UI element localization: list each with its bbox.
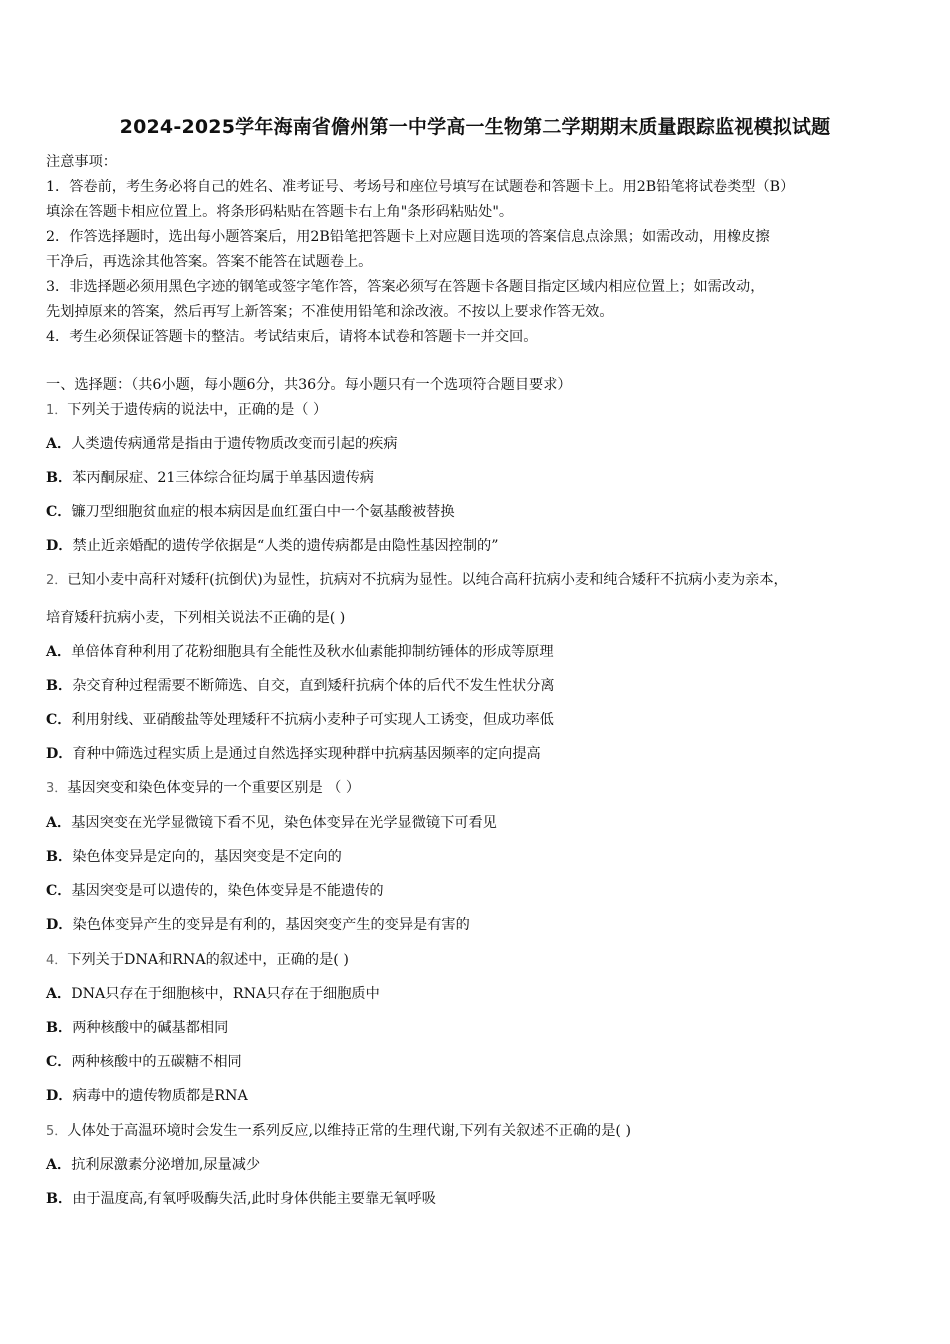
option-text: 基因突变在光学显微镜下看不见，染色体变异在光学显微镜下可看见 bbox=[71, 815, 497, 831]
option-label: A． bbox=[46, 644, 72, 660]
option-text: 杂交育种过程需要不断筛选、自交，直到矮秆抗病个体的后代不发生性状分离 bbox=[72, 678, 555, 694]
question-number: 5． bbox=[46, 1124, 68, 1139]
question-stem bbox=[46, 1121, 916, 1142]
option-label: B． bbox=[46, 849, 73, 865]
question-stem-continued: 培育矮秆抗病小麦，下列相关说法不正确的是( ) bbox=[46, 610, 346, 626]
option bbox=[46, 1052, 916, 1072]
option-label: B． bbox=[46, 470, 73, 486]
notice-line: 1．答卷前，考生务必将自己的姓名、准考证号、考场号和座位号填写在试题卷和答题卡上。用2B铅笔将试卷类型（B） bbox=[46, 179, 795, 195]
notice-line: 3．非选择题必须用黑色字迹的钢笔或签字笔作答，答案必须写在答题卡各题目指定区域内相应位置上；如需改动， bbox=[46, 279, 765, 295]
option bbox=[46, 710, 916, 730]
option-text: 两种核酸中的五碳糖不相同 bbox=[71, 1054, 242, 1070]
option-text: 苯丙酮尿症、21三体综合征均属于单基因遗传病 bbox=[72, 470, 374, 486]
option-text: 两种核酸中的碱基都相同 bbox=[72, 1020, 229, 1036]
option-text: 利用射线、亚硝酸盐等处理矮秆不抗病小麦种子可实现人工诱变，但成功率低 bbox=[71, 712, 554, 728]
notice-line: 4．考生必须保证答题卡的整洁。考试结束后，请将本试卷和答题卡一并交回。 bbox=[46, 329, 538, 345]
option-label: A． bbox=[46, 986, 72, 1002]
question-number: 4． bbox=[46, 953, 68, 968]
notice-heading: 注意事项： bbox=[46, 154, 117, 170]
option-label: D． bbox=[46, 746, 73, 762]
option-label: C． bbox=[46, 883, 72, 899]
option-text: 染色体变异是定向的，基因突变是不定向的 bbox=[72, 849, 342, 865]
option bbox=[46, 881, 916, 901]
option-label: B． bbox=[46, 678, 73, 694]
option-text: 育种中筛选过程实质上是通过自然选择实现种群中抗病基因频率的定向提高 bbox=[72, 746, 541, 762]
question-stem bbox=[46, 400, 916, 421]
notice-line: 干净后，再选涂其他答案。答案不能答在试题卷上。 bbox=[46, 254, 373, 270]
option-text: 染色体变异产生的变异是有利的，基因突变产生的变异是有害的 bbox=[72, 917, 470, 933]
question-number: 1． bbox=[46, 403, 68, 418]
question-stem bbox=[46, 570, 916, 591]
question-text: 已知小麦中高秆对矮秆(抗倒伏)为显性，抗病对不抗病为显性。以纯合高秆抗病小麦和纯合矮秆不抗病小麦为亲本， bbox=[67, 572, 788, 588]
option bbox=[46, 1086, 916, 1106]
option-text: 人类遗传病通常是指由于遗传物质改变而引起的疾病 bbox=[71, 436, 398, 452]
option-label: D． bbox=[46, 538, 73, 554]
option bbox=[46, 434, 916, 454]
page-title: 2024-2025学年海南省儋州第一中学高一生物第二学期期末质量跟踪监视模拟试题 bbox=[119, 116, 831, 138]
option bbox=[46, 468, 916, 488]
option-text: 病毒中的遗传物质都是RNA bbox=[72, 1088, 248, 1104]
question-text: 下列关于DNA和RNA的叙述中，正确的是( ) bbox=[67, 952, 349, 968]
question-number: 2． bbox=[46, 573, 68, 588]
option-label: B． bbox=[46, 1191, 73, 1207]
option-label: C． bbox=[46, 712, 72, 728]
question-stem bbox=[46, 778, 916, 799]
option-label: A． bbox=[46, 1157, 72, 1173]
option bbox=[46, 676, 916, 696]
question-number: 3． bbox=[46, 781, 68, 796]
question-text: 人体处于高温环境时会发生一系列反应,以维持正常的生理代谢,下列有关叙述不正确的是( ) bbox=[67, 1123, 632, 1139]
question-text: 下列关于遗传病的说法中，正确的是（ ） bbox=[67, 402, 328, 418]
option-label: C． bbox=[46, 1054, 72, 1070]
option-text: 镰刀型细胞贫血症的根本病因是血红蛋白中一个氨基酸被替换 bbox=[71, 504, 455, 520]
option-label: A． bbox=[46, 436, 72, 452]
option-label: A． bbox=[46, 815, 72, 831]
option-text: 单倍体育种利用了花粉细胞具有全能性及秋水仙素能抑制纺锤体的形成等原理 bbox=[71, 644, 554, 660]
option bbox=[46, 642, 916, 662]
option bbox=[46, 502, 916, 522]
option bbox=[46, 847, 916, 867]
option bbox=[46, 813, 916, 833]
option bbox=[46, 984, 916, 1004]
question-stem bbox=[46, 950, 916, 971]
notice-line: 2．作答选择题时，选出每小题答案后，用2B铅笔把答题卡上对应题目选项的答案信息点涂黑；如需改动，用橡皮擦 bbox=[46, 229, 770, 245]
option bbox=[46, 915, 916, 935]
option-label: B． bbox=[46, 1020, 73, 1036]
option-text: DNA只存在于细胞核中，RNA只存在于细胞质中 bbox=[71, 986, 380, 1002]
option-text: 由于温度高,有氧呼吸酶失活,此时身体供能主要靠无氧呼吸 bbox=[72, 1191, 436, 1207]
option-label: C． bbox=[46, 504, 72, 520]
option-text: 禁止近亲婚配的遗传学依据是“人类的遗传病都是由隐性基因控制的” bbox=[72, 538, 499, 554]
notice-line: 先划掉原来的答案，然后再写上新答案；不准使用铅笔和涂改液。不按以上要求作答无效。 bbox=[46, 304, 614, 320]
option bbox=[46, 1018, 916, 1038]
section-heading: 一、选择题：（共6小题，每小题6分，共36分。每小题只有一个选项符合题目要求） bbox=[46, 377, 572, 393]
option-label: D． bbox=[46, 917, 73, 933]
notice-line: 填涂在答题卡相应位置上。将条形码粘贴在答题卡右上角"条形码粘贴处"。 bbox=[46, 204, 514, 220]
option bbox=[46, 1155, 916, 1175]
option bbox=[46, 536, 916, 556]
option bbox=[46, 744, 916, 764]
option-label: D． bbox=[46, 1088, 73, 1104]
option-text: 基因突变是可以遗传的，染色体变异是不能遗传的 bbox=[71, 883, 384, 899]
option-text: 抗利尿激素分泌增加,尿量减少 bbox=[71, 1157, 261, 1173]
option bbox=[46, 1189, 916, 1209]
question-text: 基因突变和染色体变异的一个重要区别是 （ ） bbox=[67, 780, 361, 796]
